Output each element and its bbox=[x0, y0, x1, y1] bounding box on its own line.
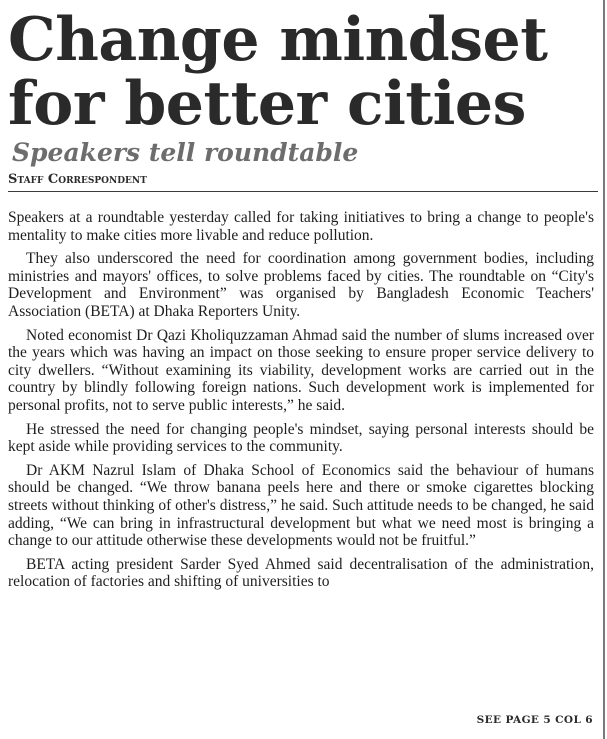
paragraph-6: BETA acting president Sarder Syed Ahmed said decentralisation of the administration, relocation of factories and shifting of universities to bbox=[8, 555, 594, 591]
headline-line-2: for better cities bbox=[8, 69, 526, 139]
article-body bbox=[8, 209, 594, 591]
subheadline: Speakers tell roundtable bbox=[12, 138, 359, 167]
paragraph-4: He stressed the need for changing people's mindset, saying personal interests should be kept aside while providing services to the community. bbox=[8, 420, 594, 456]
headline bbox=[8, 0, 594, 139]
byline: Staff Correspondent bbox=[8, 172, 598, 192]
news-article bbox=[8, 0, 594, 591]
column-rule bbox=[603, 0, 605, 739]
headline-line-1: Change mindset bbox=[8, 5, 548, 75]
paragraph-3: Noted economist Dr Qazi Kholiquzzaman Ahmad said the number of slums increased over the years which was having an impact on those seeking to ensure proper service delivery to city dwellers. “Without examining its viability, development works are carried out in the country by blindly following foreign nations. Such development work is implemented for personal profits, not to serve public interests,” he said. bbox=[8, 326, 594, 414]
paragraph-2: They also underscored the need for coordination among government bodies, including ministries and mayors' offices, to solve problems faced by cities. The roundtable on “City's Development and Environment” was organised by Bangladesh Economic Teachers' Association (BETA) at Dhaka Reporters Unity. bbox=[8, 250, 594, 320]
paragraph-5: Dr AKM Nazrul Islam of Dhaka School of Economics said the behaviour of humans should be changed. “We throw banana peels here and there or smoke cigarettes blocking streets without thinking of other's distress,” he said. Such attitude needs to be changed, he said adding, “We can bring in infrastructural development but what we need most is bringing a change to our attitude otherwise these developments would not be fruitful.” bbox=[8, 461, 594, 550]
continuation-jump: SEE PAGE 5 COL 6 bbox=[476, 714, 593, 726]
paragraph-1: Speakers at a roundtable yesterday called for taking initiatives to bring a change to people's mentality to make cities more livable and reduce pollution. bbox=[8, 209, 594, 244]
